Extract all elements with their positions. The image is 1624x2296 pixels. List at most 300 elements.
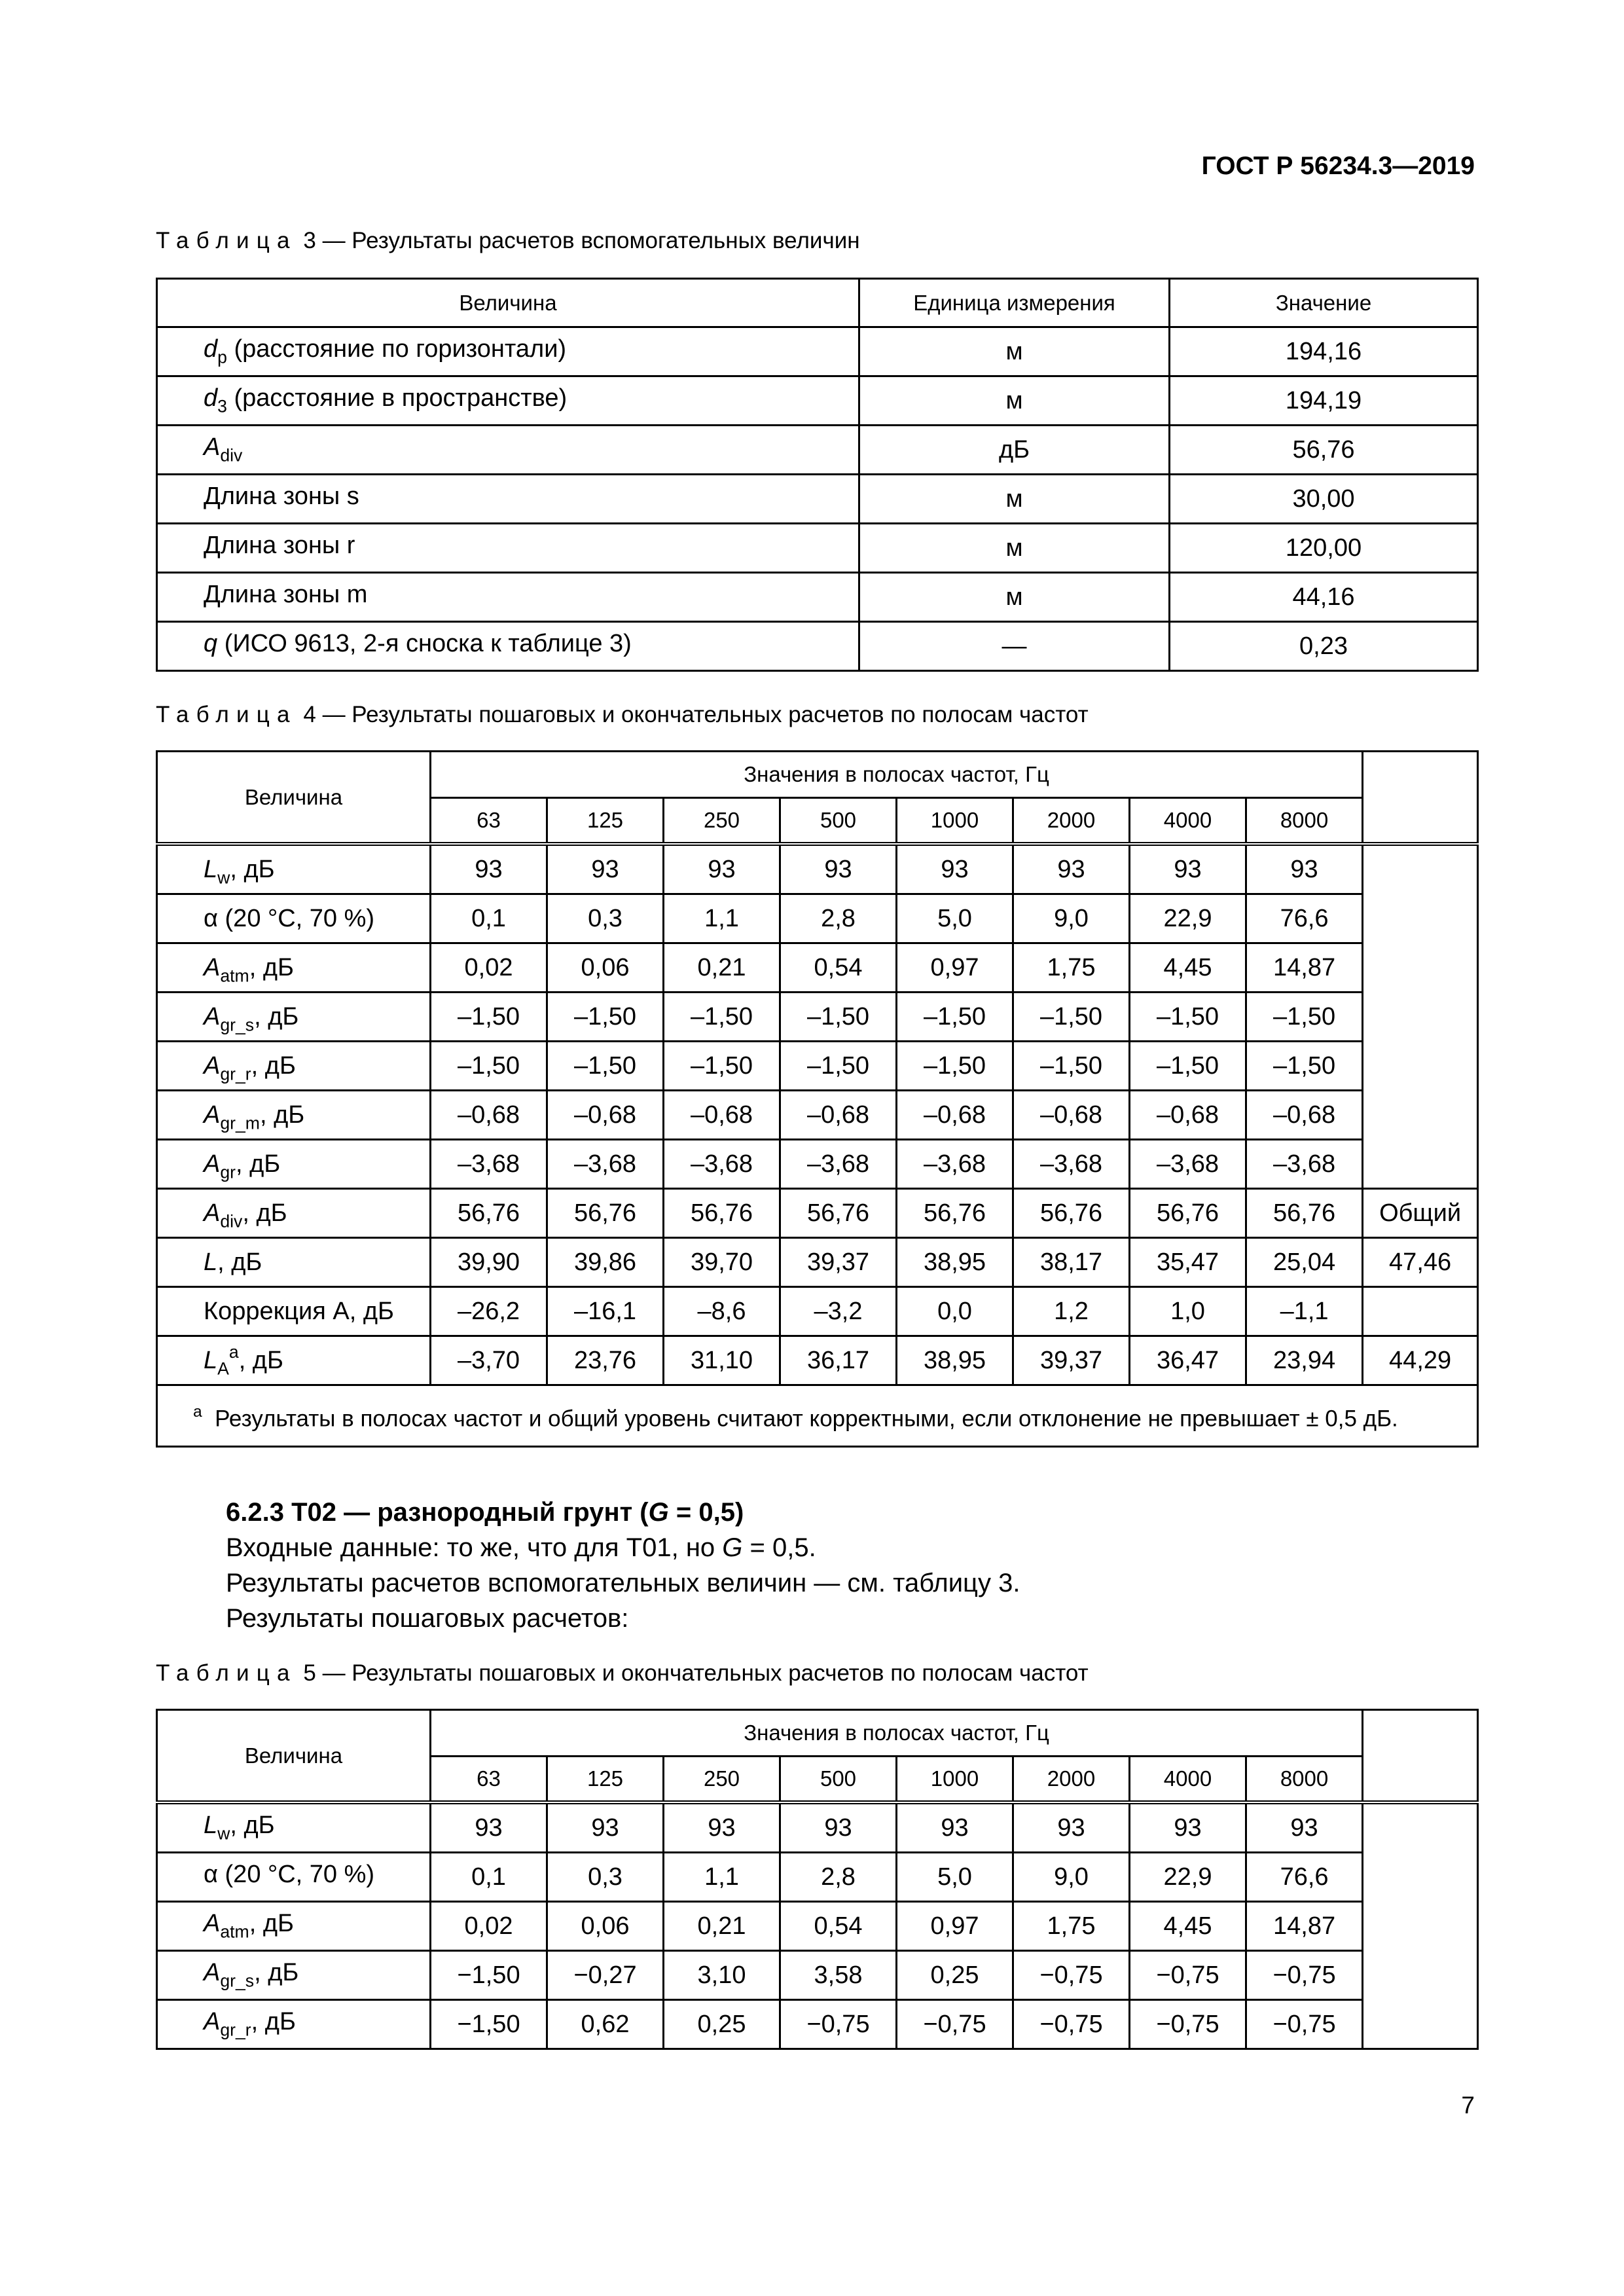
quantity-subscript: gr (220, 1162, 236, 1182)
band-value-cell: –26,2 (431, 1287, 547, 1336)
band-value-cell: 38,95 (897, 1238, 1013, 1287)
band-header: 8000 (1246, 1757, 1363, 1803)
quantity-subscript: gr_s (220, 1015, 255, 1035)
band-value-cell: 93 (1013, 1802, 1130, 1853)
table3-header-value: Значение (1170, 279, 1478, 327)
band-value-cell: 25,04 (1246, 1238, 1363, 1287)
quantity-symbol: A (204, 1199, 221, 1227)
table5-header-bands: Значения в полосах частот, Гц (431, 1710, 1363, 1757)
table3-header-quantity: Величина (157, 279, 859, 327)
band-value-cell: –1,50 (664, 993, 780, 1042)
table3-row (157, 622, 1478, 671)
band-value-cell: –1,50 (897, 993, 1013, 1042)
table4-header-row (157, 752, 1478, 798)
total-cell: 44,29 (1363, 1336, 1478, 1385)
band-value-cell: 39,70 (664, 1238, 780, 1287)
band-value-cell: 0,21 (664, 1902, 780, 1951)
quantity-symbol: A (204, 2008, 221, 2036)
quantity-subscript: w (217, 1823, 230, 1844)
band-value-cell: 14,87 (1246, 1902, 1363, 1951)
quantity-text: Длина зоны m (204, 581, 368, 609)
table4-caption-word: Таблица (156, 702, 297, 727)
unit-cell: дБ (859, 426, 1170, 475)
quantity-cell (157, 1287, 431, 1336)
quantity-symbol: L (204, 1248, 218, 1276)
band-value-cell: 56,76 (431, 1189, 547, 1238)
band-value-cell: –16,1 (547, 1287, 664, 1336)
quantity-cell (157, 1336, 431, 1385)
table4-header-total (1363, 752, 1478, 845)
band-header: 2000 (1013, 1757, 1130, 1803)
quantity-cell (157, 622, 859, 671)
quantity-subscript: 3 (217, 396, 227, 416)
band-value-cell: 0,1 (431, 894, 547, 943)
quantity-symbol: d (204, 384, 218, 412)
quantity-cell (157, 943, 431, 993)
band-value-cell: –1,1 (1246, 1287, 1363, 1336)
band-header: 125 (547, 1757, 664, 1803)
band-value-cell: 35,47 (1130, 1238, 1246, 1287)
table5-row (157, 1853, 1478, 1902)
band-value-cell: –8,6 (664, 1287, 780, 1336)
quantity-cell (157, 844, 431, 894)
band-value-cell: 56,76 (1130, 1189, 1246, 1238)
band-value-cell: 93 (897, 844, 1013, 894)
band-value-cell: 93 (547, 1802, 664, 1853)
band-value-cell: 36,17 (780, 1336, 897, 1385)
quantity-text: , дБ (259, 1101, 305, 1129)
band-value-cell: 9,0 (1013, 1853, 1130, 1902)
quantity-text: , дБ (217, 1248, 262, 1276)
band-value-cell: 0,54 (780, 943, 897, 993)
table4-row (157, 1287, 1478, 1336)
quantity-subscript: p (217, 347, 227, 367)
section-line-steps: Результаты пошаговых расчетов: (226, 1604, 629, 1633)
band-value-cell: 36,47 (1130, 1336, 1246, 1385)
band-value-cell: 0,06 (547, 1902, 664, 1951)
band-value-cell: –1,50 (547, 993, 664, 1042)
quantity-cell (157, 1042, 431, 1091)
band-value-cell: 39,37 (1013, 1336, 1130, 1385)
band-value-cell: –1,50 (1246, 993, 1363, 1042)
band-header: 4000 (1130, 798, 1246, 845)
band-value-cell: 23,94 (1246, 1336, 1363, 1385)
band-value-cell: 1,75 (1013, 943, 1130, 993)
quantity-symbol: d (204, 335, 218, 363)
table5-header-row (157, 1710, 1478, 1757)
band-value-cell: 56,76 (780, 1189, 897, 1238)
quantity-cell (157, 2000, 431, 2049)
table5-header-total (1363, 1710, 1478, 1803)
band-value-cell: 93 (1246, 1802, 1363, 1853)
table4-caption-text: 4 — Результаты пошаговых и окончательных расчетов по полосам частот (303, 702, 1089, 727)
band-value-cell: −0,75 (1246, 1951, 1363, 2000)
quantity-cell (157, 1091, 431, 1140)
table3-caption-word: Таблица (156, 228, 297, 253)
band-value-cell: 76,6 (1246, 894, 1363, 943)
total-blank-cell (1363, 1802, 1478, 2049)
quantity-subscript: A (217, 1358, 229, 1379)
band-value-cell: 0,54 (780, 1902, 897, 1951)
table5 (156, 1709, 1479, 2050)
table4-row (157, 943, 1478, 993)
band-value-cell: −1,50 (431, 1951, 547, 2000)
band-value-cell: –3,68 (1013, 1140, 1130, 1189)
band-value-cell: 38,95 (897, 1336, 1013, 1385)
band-value-cell: 76,6 (1246, 1853, 1363, 1902)
band-value-cell: –0,68 (431, 1091, 547, 1140)
value-cell: 0,23 (1170, 622, 1478, 671)
quantity-cell (157, 1140, 431, 1189)
band-value-cell: −0,75 (1013, 1951, 1130, 2000)
band-value-cell: –0,68 (780, 1091, 897, 1140)
band-value-cell: 9,0 (1013, 894, 1130, 943)
band-value-cell: 38,17 (1013, 1238, 1130, 1287)
table3-caption-text: 3 — Результаты расчетов вспомогательных величин (303, 228, 860, 253)
value-cell: 44,16 (1170, 573, 1478, 622)
band-header: 2000 (1013, 798, 1130, 845)
band-value-cell: −0,75 (1013, 2000, 1130, 2049)
band-value-cell: 93 (1130, 1802, 1246, 1853)
quantity-text: , дБ (230, 855, 275, 883)
quantity-subscript: gr_r (220, 1064, 251, 1084)
band-value-cell: 93 (780, 1802, 897, 1853)
band-value-cell: −0,75 (897, 2000, 1013, 2049)
band-value-cell: 22,9 (1130, 1853, 1246, 1902)
band-value-cell: −0,27 (547, 1951, 664, 2000)
band-value-cell: –0,68 (664, 1091, 780, 1140)
table4-row (157, 1091, 1478, 1140)
band-value-cell: 39,37 (780, 1238, 897, 1287)
band-value-cell: 1,2 (1013, 1287, 1130, 1336)
band-value-cell: –0,68 (1130, 1091, 1246, 1140)
table5-row (157, 2000, 1478, 2049)
quantity-text: , дБ (254, 1002, 299, 1030)
section-heading-end: = 0,5) (668, 1498, 744, 1527)
band-value-cell: 0,25 (664, 2000, 780, 2049)
band-header: 63 (431, 798, 547, 845)
band-value-cell: 4,45 (1130, 1902, 1246, 1951)
band-value-cell: −1,50 (431, 2000, 547, 2049)
band-header: 500 (780, 1757, 897, 1803)
band-value-cell: 1,75 (1013, 1902, 1130, 1951)
band-value-cell: –0,68 (1246, 1091, 1363, 1140)
total-cell (1363, 1287, 1478, 1336)
table3-row (157, 475, 1478, 524)
band-value-cell: 93 (1246, 844, 1363, 894)
quantity-symbol: L (204, 1346, 218, 1374)
band-value-cell: 0,3 (547, 894, 664, 943)
section-line1-text: Входные данные: то же, что для Т01, но (226, 1533, 723, 1562)
table4-row (157, 894, 1478, 943)
band-value-cell: 0,02 (431, 1902, 547, 1951)
quantity-cell (157, 475, 859, 524)
band-value-cell: –3,68 (1246, 1140, 1363, 1189)
band-value-cell: 56,76 (1246, 1189, 1363, 1238)
quantity-cell (157, 1853, 431, 1902)
quantity-subscript: w (217, 867, 230, 888)
quantity-cell (157, 894, 431, 943)
section-heading-text: 6.2.3 Т02 — разнородный грунт ( (226, 1498, 649, 1527)
band-header: 250 (664, 798, 780, 845)
quantity-text: (расстояние в пространстве) (226, 384, 568, 412)
section-heading-var: G (648, 1498, 669, 1527)
band-header: 1000 (897, 798, 1013, 845)
quantity-text: α (20 °C, 70 %) (204, 904, 375, 932)
band-value-cell: 3,10 (664, 1951, 780, 2000)
table3-row (157, 426, 1478, 475)
table3-header-row (157, 279, 1478, 327)
quantity-subscript: gr_s (220, 1971, 255, 1991)
quantity-subscript: atm (220, 1922, 249, 1942)
band-value-cell: –3,70 (431, 1336, 547, 1385)
band-value-cell: 4,45 (1130, 943, 1246, 993)
quantity-cell (157, 993, 431, 1042)
band-value-cell: –3,68 (431, 1140, 547, 1189)
quantity-cell (157, 426, 859, 475)
band-value-cell: 39,90 (431, 1238, 547, 1287)
band-value-cell: –3,68 (1130, 1140, 1246, 1189)
band-value-cell: 1,0 (1130, 1287, 1246, 1336)
band-header: 250 (664, 1757, 780, 1803)
band-value-cell: –1,50 (1130, 993, 1246, 1042)
quantity-symbol: L (204, 855, 218, 883)
band-value-cell: –3,68 (547, 1140, 664, 1189)
table3 (156, 278, 1479, 672)
table5-header-quantity: Величина (157, 1710, 431, 1803)
quantity-cell (157, 1238, 431, 1287)
table3-row (157, 524, 1478, 573)
band-header: 63 (431, 1757, 547, 1803)
table5-row (157, 1951, 1478, 2000)
quantity-symbol: A (204, 433, 221, 462)
band-value-cell: 93 (664, 844, 780, 894)
band-value-cell: 0,21 (664, 943, 780, 993)
total-blank-cell (1363, 844, 1478, 1189)
band-value-cell: 93 (1013, 844, 1130, 894)
quantity-symbol: A (204, 953, 221, 981)
band-value-cell: –3,2 (780, 1287, 897, 1336)
quantity-symbol: A (204, 1002, 221, 1030)
quantity-cell (157, 1802, 431, 1853)
band-header: 1000 (897, 1757, 1013, 1803)
band-value-cell: 56,76 (1013, 1189, 1130, 1238)
band-value-cell: 0,0 (897, 1287, 1013, 1336)
quantity-text: (расстояние по горизонтали) (226, 335, 567, 363)
band-value-cell: 2,8 (780, 894, 897, 943)
table4-footnote (157, 1385, 1478, 1447)
band-value-cell: 93 (664, 1802, 780, 1853)
quantity-cell (157, 376, 859, 426)
footnote-mark: а (193, 1403, 202, 1421)
band-value-cell: 0,25 (897, 1951, 1013, 2000)
quantity-symbol: q (204, 630, 218, 658)
table4-row (157, 1238, 1478, 1287)
band-value-cell: –0,68 (547, 1091, 664, 1140)
unit-cell: м (859, 475, 1170, 524)
value-cell: 120,00 (1170, 524, 1478, 573)
band-value-cell: –3,68 (897, 1140, 1013, 1189)
table4 (156, 750, 1479, 1448)
band-value-cell: 93 (897, 1802, 1013, 1853)
band-value-cell: 0,02 (431, 943, 547, 993)
band-value-cell: –1,50 (780, 993, 897, 1042)
unit-cell: м (859, 573, 1170, 622)
quantity-superscript: a (228, 1341, 239, 1362)
unit-cell: м (859, 327, 1170, 376)
band-value-cell: 14,87 (1246, 943, 1363, 993)
quantity-text: Длина зоны r (204, 532, 355, 560)
band-value-cell: 56,76 (664, 1189, 780, 1238)
table3-caption (156, 228, 860, 254)
unit-cell: — (859, 622, 1170, 671)
value-cell: 30,00 (1170, 475, 1478, 524)
band-value-cell: 93 (547, 844, 664, 894)
band-value-cell: 1,1 (664, 894, 780, 943)
band-value-cell: –1,50 (897, 1042, 1013, 1091)
table3-row (157, 376, 1478, 426)
band-value-cell: 0,06 (547, 943, 664, 993)
band-value-cell: 0,62 (547, 2000, 664, 2049)
quantity-symbol: A (204, 1959, 221, 1987)
value-cell: 56,76 (1170, 426, 1478, 475)
quantity-text: α (20 °C, 70 %) (204, 1861, 375, 1889)
table3-header-unit: Единица измерения (859, 279, 1170, 327)
band-value-cell: 93 (780, 844, 897, 894)
quantity-subscript: div (220, 445, 243, 465)
quantity-symbol: A (204, 1910, 221, 1938)
band-header: 500 (780, 798, 897, 845)
table5-caption-word: Таблица (156, 1660, 297, 1686)
band-value-cell: –1,50 (664, 1042, 780, 1091)
quantity-subscript: gr_r (220, 2020, 251, 2040)
band-value-cell: −0,75 (1130, 2000, 1246, 2049)
table4-row (157, 844, 1478, 894)
quantity-cell (157, 1902, 431, 1951)
quantity-cell (157, 1189, 431, 1238)
band-value-cell: –3,68 (664, 1140, 780, 1189)
table3-row (157, 327, 1478, 376)
quantity-cell (157, 327, 859, 376)
band-value-cell: 5,0 (897, 894, 1013, 943)
quantity-text: , дБ (238, 1346, 283, 1374)
quantity-cell (157, 1951, 431, 2000)
section-line-input (226, 1531, 816, 1565)
band-value-cell: 3,58 (780, 1951, 897, 2000)
table3-row (157, 573, 1478, 622)
band-header: 4000 (1130, 1757, 1246, 1803)
quantity-symbol: L (204, 1812, 218, 1840)
band-value-cell: 93 (1130, 844, 1246, 894)
quantity-subscript: atm (220, 966, 249, 986)
band-value-cell: –1,50 (1130, 1042, 1246, 1091)
band-value-cell: –1,50 (780, 1042, 897, 1091)
table4-header-bands: Значения в полосах частот, Гц (431, 752, 1363, 798)
band-value-cell: –1,50 (431, 993, 547, 1042)
band-value-cell: –1,50 (1013, 993, 1130, 1042)
band-value-cell: –1,50 (1246, 1042, 1363, 1091)
quantity-text: , дБ (251, 1051, 296, 1080)
band-value-cell: –0,68 (1013, 1091, 1130, 1140)
unit-cell: м (859, 376, 1170, 426)
quantity-text: , дБ (242, 1199, 287, 1227)
value-cell: 194,16 (1170, 327, 1478, 376)
table4-footnote-row (157, 1385, 1478, 1447)
quantity-subscript: gr_m (220, 1113, 260, 1133)
quantity-text: , дБ (236, 1150, 281, 1178)
table5-caption (156, 1660, 1089, 1686)
band-header: 125 (547, 798, 664, 845)
table4-row (157, 1336, 1478, 1385)
quantity-text: (ИСО 9613, 2-я сноска к таблице 3) (217, 630, 632, 658)
table5-row (157, 1902, 1478, 1951)
section-line1-end: = 0,5. (742, 1533, 816, 1562)
band-value-cell: 56,76 (547, 1189, 664, 1238)
quantity-subscript: div (220, 1211, 243, 1231)
total-cell: 47,46 (1363, 1238, 1478, 1287)
section-line1-var: G (722, 1533, 743, 1562)
table5-row (157, 1802, 1478, 1853)
quantity-symbol: A (204, 1101, 221, 1129)
band-value-cell: 2,8 (780, 1853, 897, 1902)
quantity-symbol: A (204, 1150, 221, 1178)
band-value-cell: 56,76 (897, 1189, 1013, 1238)
section-line-results: Результаты расчетов вспомогательных величин — см. таблицу 3. (226, 1569, 1020, 1597)
band-value-cell: –1,50 (1013, 1042, 1130, 1091)
quantity-text: , дБ (230, 1812, 275, 1840)
table4-row (157, 993, 1478, 1042)
quantity-symbol: A (204, 1051, 221, 1080)
table4-header-quantity: Величина (157, 752, 431, 845)
band-value-cell: –1,50 (547, 1042, 664, 1091)
band-value-cell: 22,9 (1130, 894, 1246, 943)
band-value-cell: 39,86 (547, 1238, 664, 1287)
footnote-text: Результаты в полосах частот и общий уровень считают корректными, если отклонение не превышает ± 0,5 дБ. (215, 1406, 1398, 1432)
band-value-cell: −0,75 (1130, 1951, 1246, 2000)
band-value-cell: –3,68 (780, 1140, 897, 1189)
band-value-cell: 93 (431, 1802, 547, 1853)
quantity-text: , дБ (254, 1959, 299, 1987)
value-cell: 194,19 (1170, 376, 1478, 426)
page-number: 7 (1461, 2092, 1475, 2119)
section-heading (226, 1495, 744, 1529)
quantity-cell (157, 573, 859, 622)
band-value-cell: 0,97 (897, 943, 1013, 993)
table5-caption-text: 5 — Результаты пошаговых и окончательных расчетов по полосам частот (303, 1660, 1089, 1686)
quantity-text: , дБ (251, 2008, 296, 2036)
quantity-text: Коррекция А, дБ (204, 1297, 394, 1325)
table4-caption (156, 702, 1089, 728)
table4-row (157, 1189, 1478, 1238)
band-value-cell: 1,1 (664, 1853, 780, 1902)
band-value-cell: −0,75 (780, 2000, 897, 2049)
table4-row (157, 1140, 1478, 1189)
band-value-cell: 31,10 (664, 1336, 780, 1385)
band-value-cell: –0,68 (897, 1091, 1013, 1140)
band-value-cell: 0,1 (431, 1853, 547, 1902)
unit-cell: м (859, 524, 1170, 573)
document-code: ГОСТ Р 56234.3—2019 (1201, 152, 1475, 180)
band-value-cell: 23,76 (547, 1336, 664, 1385)
band-header: 8000 (1246, 798, 1363, 845)
band-value-cell: 93 (431, 844, 547, 894)
quantity-text: Длина зоны s (204, 483, 359, 511)
quantity-text: , дБ (249, 1910, 294, 1938)
band-value-cell: 5,0 (897, 1853, 1013, 1902)
band-value-cell: 0,3 (547, 1853, 664, 1902)
band-value-cell: 0,97 (897, 1902, 1013, 1951)
quantity-cell (157, 524, 859, 573)
